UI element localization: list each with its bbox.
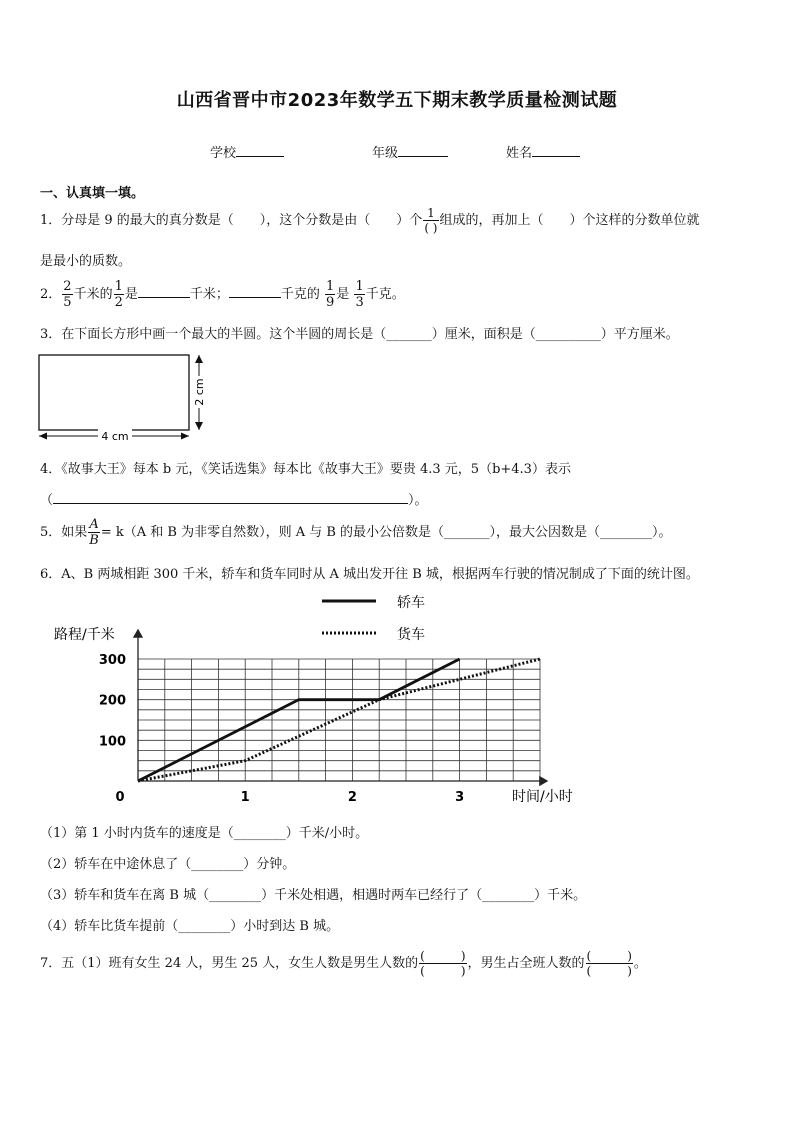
- height-label: 2 cm: [193, 378, 206, 406]
- q6-sub-4: （4）轿车比货车提前（________）小时到达 B 城。: [40, 919, 340, 934]
- section-heading: 一、认真填一填。: [40, 186, 145, 201]
- q1-fraction: $\frac{1}{( )}$: [424, 206, 438, 235]
- page-title: 山西省晋中市2023年数学五下期末教学质量检测试题: [176, 90, 618, 111]
- q7-blank-fraction-1[interactable]: $\frac{( )}{( )}$: [420, 949, 466, 978]
- question-7: 7．五（1）班有女生 24 人，男生 25 人，女生人数是男生人数的 $\frac{( )}{( )}$ ，男生占全班人数的 $\frac{( )}{( )}$ 。: [40, 949, 647, 978]
- name-label: 姓名: [506, 146, 533, 161]
- q1-line2: 是最小的质数。: [40, 254, 132, 269]
- question-3: 3．在下面长方形中画一个最大的半圆。这个半圆的周长是（_______）厘米，面积是（__________）平方厘米。: [40, 327, 679, 342]
- arrow-left-icon: [39, 433, 47, 440]
- arrow-down-icon: [195, 422, 203, 430]
- school-blank[interactable]: [236, 145, 284, 157]
- x-tick-label: 0: [115, 790, 125, 805]
- name-blank[interactable]: [532, 145, 580, 157]
- q5-fraction: $\frac{A}{B}$: [89, 517, 99, 548]
- q2-frac-3: $\frac{1}{9}$: [326, 279, 335, 310]
- x-tick-label: 2: [347, 790, 357, 805]
- question-6: 6．A、B 两城相距 300 千米，轿车和货车同时从 A 城出发开往 B 城，根据两车行驶的情况制成了下面的统计图。: [40, 567, 699, 582]
- q2-frac-2: $\frac{1}{2}$: [114, 279, 123, 310]
- grade-blank[interactable]: [398, 145, 448, 157]
- school-field: [210, 142, 284, 161]
- name-field: [506, 142, 580, 161]
- q2-frac-1: $\frac{2}{5}$: [63, 279, 72, 310]
- q4-line2: （ ）。: [40, 493, 428, 508]
- q6-sub-2: （2）轿车在中途休息了（________）分钟。: [40, 857, 296, 872]
- question-5: 5．如果 $\frac{A}{B}$ = k（A 和 B 为非零自然数），则 A 与 B 的最小公倍数是（_______），最大公因数是（________）。: [40, 517, 672, 548]
- q2-frac-4: $\frac{1}{3}$: [355, 279, 364, 310]
- y-tick-label: 200: [98, 693, 126, 709]
- arrow-up-icon: [195, 355, 203, 363]
- question-1: [40, 207, 700, 234]
- grade-field: [372, 142, 448, 161]
- q1-text-b: 组成的，再加上（ ）个这样的分数单位就: [439, 213, 700, 228]
- rectangle: [39, 355, 189, 430]
- q1-text-a: 1．分母是 9 的最大的真分数是（ ），这个分数是由（ ）个: [40, 213, 423, 228]
- y-axis-label: 路程/千米: [54, 627, 115, 643]
- q4-answer-blank[interactable]: [53, 492, 408, 504]
- q6-sub-1: （1）第 1 小时内货车的速度是（________）千米/小时。: [40, 826, 369, 841]
- q2-blank-1[interactable]: [138, 286, 190, 298]
- legend-label-car: 轿车: [397, 595, 425, 611]
- legend-label-truck: 货车: [397, 627, 425, 643]
- chart-grid: [138, 659, 540, 781]
- q7-blank-fraction-2[interactable]: $\frac{( )}{( )}$: [586, 949, 632, 978]
- x-axis-label: 时间/小时: [512, 789, 573, 805]
- x-tick-label: 1: [240, 790, 250, 805]
- x-tick-label: 3: [455, 790, 465, 805]
- y-tick-label: 300: [98, 653, 126, 668]
- question-4: 4．《故事大王》每本 b 元，《笑话选集》每本比《故事大王》要贵 4.3 元，5（b+4.3）表示: [40, 462, 571, 477]
- q3-rectangle-figure: [34, 350, 214, 445]
- question-2: 2． $\frac{2}{5}$ 千米的 $\frac{1}{2}$ 是 千米； 千克的 $\frac{1}{9}$ 是 $\frac{1}{3}$ 千克。: [40, 279, 405, 310]
- width-label: 4 cm: [101, 430, 129, 443]
- school-label: 学校: [210, 146, 237, 161]
- grade-label: 年级: [372, 146, 399, 161]
- arrow-right-icon: [181, 433, 189, 440]
- chart-ticks: [99, 653, 464, 805]
- q2-blank-2[interactable]: [229, 286, 281, 298]
- q6-sub-3: （3）轿车和货车在离 B 城（________）千米处相遇，相遇时两车已经行了（________）千米。: [40, 888, 587, 903]
- travel-chart: [40, 585, 600, 815]
- y-tick-label: 100: [98, 734, 126, 750]
